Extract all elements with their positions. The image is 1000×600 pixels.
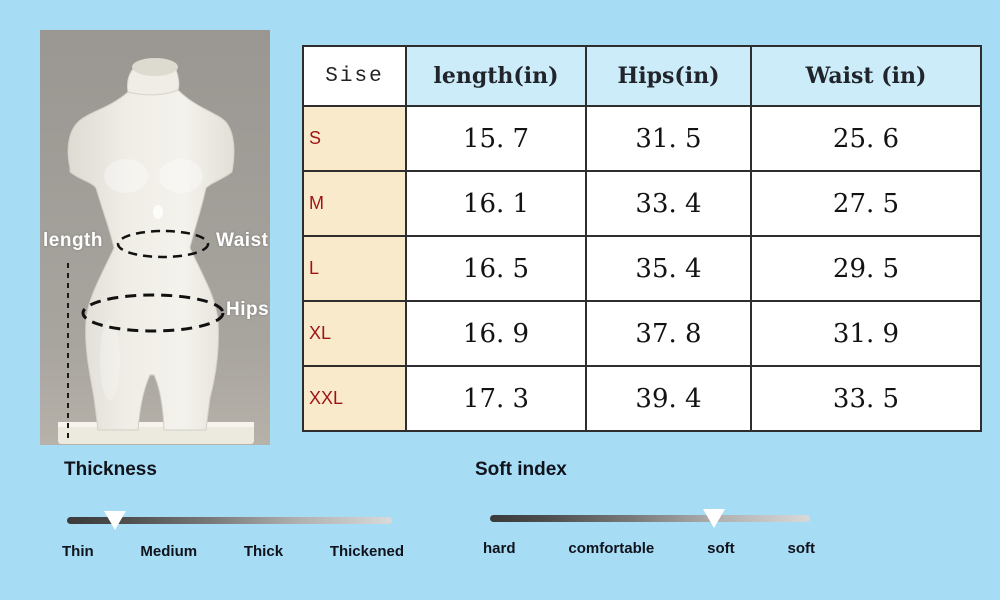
bust-highlight-right: [159, 159, 203, 193]
length-cell: 16. 9: [406, 301, 586, 366]
soft-label-hard: hard: [483, 540, 516, 557]
column-header-hips: Hips(in): [586, 46, 751, 106]
leg-highlight: [100, 320, 120, 400]
column-header-waist: Waist (in): [751, 46, 981, 106]
size-chart-table: [302, 45, 982, 432]
soft-label-soft-1: soft: [707, 540, 735, 557]
length-annotation-label: length: [43, 230, 103, 251]
column-header-length: length(in): [406, 46, 586, 106]
thickness-scale-labels: [62, 543, 404, 560]
size-cell: XXL: [303, 366, 406, 431]
soft-index-title: Soft index: [475, 459, 567, 480]
waist-annotation-label: Waist: [216, 230, 269, 251]
thickness-slider-bar: [67, 517, 392, 524]
thickness-label-thin: Thin: [62, 543, 94, 560]
column-header-size: Sise: [303, 46, 406, 106]
thickness-label-medium: Medium: [140, 543, 198, 560]
table-row-xxl: [303, 366, 981, 431]
table-row-xl: [303, 301, 981, 366]
soft-index-scale-labels: [483, 540, 815, 557]
length-cell: 15. 7: [406, 106, 586, 171]
belly-highlight: [153, 205, 163, 219]
size-cell: XL: [303, 301, 406, 366]
mannequin-photo: [40, 30, 270, 445]
waist-cell: 27. 5: [751, 171, 981, 236]
table-header-row: [303, 46, 981, 106]
waist-cell: 33. 5: [751, 366, 981, 431]
pedestal-top-edge: [58, 422, 254, 427]
hips-cell: 31. 5: [586, 106, 751, 171]
waist-cell: 25. 6: [751, 106, 981, 171]
soft-index-slider-handle[interactable]: [703, 509, 725, 528]
thickness-label-thickened: Thickened: [329, 543, 404, 560]
table-row-l: [303, 236, 981, 301]
hips-cell: 37. 8: [586, 301, 751, 366]
thickness-slider-handle[interactable]: [104, 511, 126, 530]
length-cell: 16. 1: [406, 171, 586, 236]
waist-cell: 31. 9: [751, 301, 981, 366]
table-row-m: [303, 171, 981, 236]
size-cell: L: [303, 236, 406, 301]
hips-cell: 39. 4: [586, 366, 751, 431]
size-cell: S: [303, 106, 406, 171]
length-cell: 17. 3: [406, 366, 586, 431]
hips-cell: 33. 4: [586, 171, 751, 236]
soft-label-comfortable: comfortable: [568, 540, 655, 557]
table-row-s: [303, 106, 981, 171]
bust-highlight-left: [104, 159, 148, 193]
thickness-label-thick: Thick: [243, 543, 284, 560]
hips-annotation-label: Hips: [226, 299, 270, 320]
waist-cell: 29. 5: [751, 236, 981, 301]
size-cell: M: [303, 171, 406, 236]
soft-label-soft-2: soft: [787, 540, 815, 557]
hips-cell: 35. 4: [586, 236, 751, 301]
length-cell: 16. 5: [406, 236, 586, 301]
thickness-title: Thickness: [64, 459, 157, 480]
soft-index-slider-bar: [490, 515, 810, 522]
neck-opening: [132, 58, 178, 76]
